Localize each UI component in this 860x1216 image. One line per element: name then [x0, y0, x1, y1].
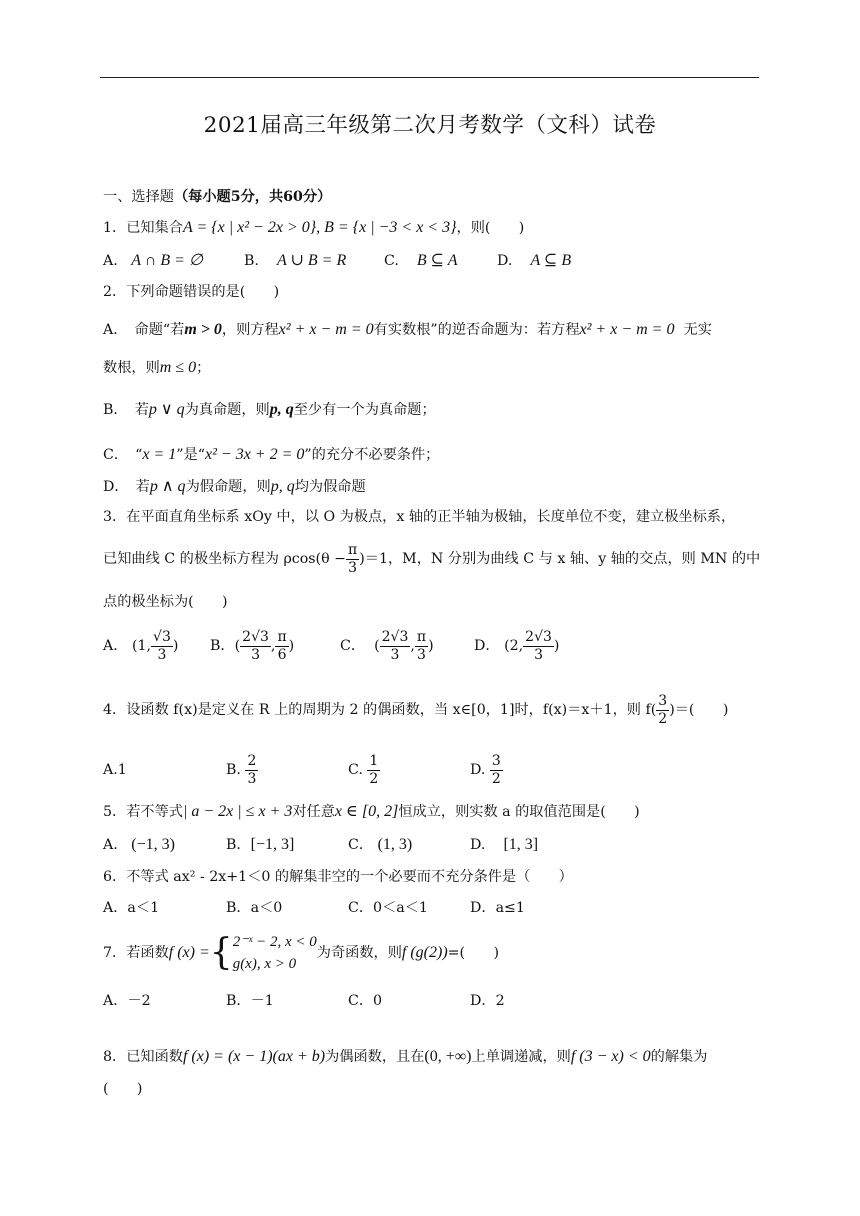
q2-c-text-3: ”的充分不必要条件； [304, 447, 440, 463]
q3-option-b-mid: , [270, 638, 276, 654]
q6-option-b[interactable]: B．a＜0 [226, 900, 283, 916]
q3-option-b-frac1 [240, 629, 271, 662]
q2-d-math-2: p, q [270, 478, 295, 495]
q1-option-c[interactable] [384, 251, 458, 271]
q2-a-text-2: ，则方程 [221, 322, 279, 338]
q2-option-b[interactable] [103, 400, 436, 420]
q4-option-c-label: C. [348, 762, 363, 778]
q1-option-b[interactable] [244, 251, 346, 271]
question-6: 6．不等式 ax² ‐ 2x+1＜0 的解集非空的一个必要而不充分条件是（ ） [103, 869, 573, 885]
q1-option-a-label: A. [103, 253, 118, 269]
q2-a-math-1: m > 0 [184, 321, 222, 338]
q2-b-math-2: p, q [269, 401, 294, 418]
q3-option-c-frac1 [380, 629, 411, 662]
question-1 [103, 218, 524, 238]
q4-option-d-num: 3 [491, 753, 501, 770]
q2-a-text-4: 无实 [683, 322, 712, 338]
q3-option-a-pre: (1, [131, 638, 152, 654]
q8-math-2: (0, +∞) [424, 1048, 472, 1065]
section-prefix: 一、选择题 [103, 189, 174, 205]
q3-option-c-den2: 3 [417, 646, 426, 663]
q4-option-b-den: 3 [247, 770, 257, 787]
q4-option-d-frac [490, 753, 503, 786]
q4-option-c-den: 2 [369, 770, 379, 787]
q5-option-d-label: D. [470, 837, 486, 853]
q7-cases [233, 931, 317, 975]
q2-d-text-3: 均为假命题 [294, 479, 366, 495]
q3-option-c-mid: , [410, 638, 415, 654]
q3-option-c-frac2 [415, 629, 428, 662]
q7-option-d[interactable]: D．2 [470, 993, 505, 1009]
q4-option-c-num: 1 [369, 753, 379, 770]
q7-tail: =( ) [447, 945, 499, 961]
q8-tail: 的解集为 [650, 1049, 708, 1065]
q2-a-text-5: 数根，则 [103, 360, 160, 376]
q3-option-d-den: 3 [534, 646, 543, 663]
q8-line-2: ( ) [103, 1081, 143, 1097]
header-rule [100, 77, 759, 78]
q3-option-c-pre: ( [374, 638, 380, 654]
q5-option-d-text: [1, 3] [503, 836, 539, 853]
q3-option-d-post: ) [553, 638, 560, 654]
q2-b-text-2: 为真命题，则 [184, 402, 270, 418]
q2-b-text-3: 至少有一个为真命题； [293, 402, 436, 418]
q5-stem: 5．若不等式 [103, 804, 183, 820]
q5-option-b-text: [−1, 3] [250, 836, 295, 853]
q3-option-b-label: B． [210, 638, 235, 654]
q3-text-2b: )＝1，M，N 分别为曲线 C 与 x 轴、y 轴的交点，则 MN 的中 [359, 551, 761, 567]
q8-math-1: f (x) = (x − 1)(ax + b) [182, 1048, 326, 1065]
q3-line-3: 点的极坐标为( ) [103, 594, 228, 610]
q3-option-a-frac [151, 629, 173, 662]
q4-option-d[interactable] [470, 750, 503, 790]
q3-option-d-frac [523, 629, 554, 662]
q8-math-3: f (3 − x) < 0 [570, 1048, 651, 1065]
q4-option-c[interactable] [348, 750, 380, 790]
q4-option-b[interactable] [226, 750, 258, 790]
q3-pi-over-3 [346, 542, 359, 575]
q3-option-c[interactable] [340, 626, 434, 666]
q2-b-math-1: p ∨ q [148, 401, 185, 418]
q2-c-text-2: ”是“ [176, 447, 205, 463]
q7-stem: 7．若函数 [103, 945, 169, 961]
q1-option-d-text: A ⊆ B [530, 252, 572, 269]
q4-option-c-frac [367, 753, 380, 786]
q1-math: A = {x | x² − 2x > 0}, B = {x | −3 < x < 3} [182, 219, 457, 236]
q6-option-c[interactable]: C．0＜a＜1 [348, 900, 428, 916]
q2-d-text-1: D． 若 [103, 479, 150, 495]
q5-option-a-label: A. [103, 837, 118, 853]
q3-line-1: 3．在平面直角坐标系 xOy 中，以 O 为极点，x 轴的正半轴为极轴，长度单位不变，建立极坐标系， [103, 509, 736, 525]
q3-option-a-post: ) [172, 638, 179, 654]
q3-option-b-pre: ( [234, 638, 241, 654]
q1-option-c-label: C. [384, 253, 399, 269]
q3-option-b-frac2 [275, 629, 288, 662]
q3-text-2a: 已知曲线 C 的极坐标方程为 ρcos(θ − [103, 551, 347, 567]
q7-math: f (g(2)) [401, 944, 448, 961]
q5-math-1: | a − 2x | ≤ x + 3 [182, 803, 293, 820]
q1-option-c-text: B ⊆ A [416, 252, 458, 269]
q3-option-b-den: 3 [251, 646, 260, 663]
question-5 [103, 802, 640, 822]
q2-option-c[interactable] [103, 445, 439, 465]
q3-option-a[interactable] [103, 626, 178, 666]
q5-option-a[interactable] [103, 835, 175, 855]
q1-option-d-label: D. [497, 253, 513, 269]
q7-fx: f (x) = [168, 944, 210, 961]
q3-frac-den: 3 [348, 559, 358, 576]
q2-a-text-6: ； [196, 360, 211, 376]
q4-option-b-label: B. [226, 762, 241, 778]
q2-a-math-3: x² + x − m = 0 [579, 321, 675, 338]
q5-option-c-text: (1, 3) [377, 836, 413, 853]
q7-brace: { [209, 932, 233, 973]
q3-line-2 [103, 542, 760, 576]
q2-c-text-1: C． “ [103, 447, 143, 463]
q3-option-c-post: ) [428, 638, 434, 654]
q5-option-b[interactable] [226, 835, 294, 855]
q7-case-1: 2⁻ˣ − 2, x < 0 [232, 934, 317, 950]
question-7 [103, 928, 499, 978]
q7-option-c[interactable]: C．0 [348, 993, 383, 1009]
q2-a-math-5: m ≤ 0 [159, 359, 197, 376]
q2-c-math-2: x² − 3x + 2 = 0 [205, 446, 305, 463]
q2-option-d[interactable] [103, 477, 366, 497]
q5-mid: 对任意 [292, 804, 335, 820]
exam-title: 2021届高三年级第二次月考数学（文科）试卷 [203, 113, 657, 138]
q1-tail: ，则( ) [456, 220, 525, 236]
q3-option-a-num: √3 [153, 629, 171, 646]
q6-option-a[interactable]: A．a＜1 [103, 900, 160, 916]
q3-option-a-den: 3 [157, 646, 167, 663]
q4-tail: )＝( ) [669, 702, 729, 718]
q8-mid: 为偶函数，且在 [325, 1049, 425, 1065]
q2-d-math-1: p ∧ q [149, 478, 186, 495]
q3-option-d[interactable] [474, 626, 559, 666]
q3-frac-num: π [348, 542, 358, 559]
q3-option-c-num2: π [416, 629, 427, 646]
q3-option-c-label: C． [340, 638, 366, 654]
q5-option-a-text: (−1, 3) [131, 836, 175, 853]
q4-frac-num: 3 [658, 693, 668, 710]
q4-stem: 4．设函数 f(x)是定义在 R 上的周期为 2 的偶函数，当 x∈[0，1]时，f(x)＝x＋1，则 f( [103, 702, 657, 718]
q3-option-a-label: A． [103, 638, 128, 654]
q5-math-2: x ∈ [0, 2] [334, 803, 399, 820]
q4-option-b-num: 2 [247, 753, 257, 770]
q1-option-b-label: B. [244, 253, 259, 269]
q6-option-d[interactable]: D．a≤1 [470, 900, 525, 916]
q8-stem: 8．已知函数 [103, 1049, 183, 1065]
q1-option-a[interactable] [103, 251, 203, 271]
q2-a-math-2: x² + x − m = 0 [278, 321, 374, 338]
q4-option-a[interactable]: A.1 [103, 762, 127, 778]
q3-option-d-pre: (2, [504, 638, 524, 654]
q4-frac-den: 2 [658, 710, 668, 727]
q3-option-b[interactable] [210, 626, 294, 666]
q3-option-d-num: 2√3 [525, 629, 552, 646]
q3-option-b-den2: 6 [277, 646, 287, 663]
q2-c-math-1: x = 1 [142, 446, 177, 463]
q5-option-d[interactable] [470, 835, 538, 855]
q5-option-c[interactable] [348, 835, 412, 855]
q2-option-a-line2 [103, 358, 210, 378]
q7-case-2: g(x), x > 0 [232, 956, 297, 972]
q1-option-b-text: A ∪ B = R [276, 252, 347, 269]
q7-option-a[interactable]: A．－2 [103, 993, 151, 1009]
q1-option-a-text: A ∩ B = ∅ [131, 252, 203, 269]
section-note: （每小题5分，共60分） [173, 189, 332, 205]
q3-option-c-den: 3 [390, 646, 400, 663]
q2-a-text-3: 有实数根”的逆否命题为：若方程 [373, 322, 580, 338]
q1-stem: 1．已知集合 [103, 220, 183, 236]
question-4 [103, 690, 728, 730]
question-8 [103, 1047, 707, 1067]
q2-option-a-line1[interactable] [103, 320, 712, 340]
q4-frac [656, 693, 669, 726]
q5-option-c-label: C． [348, 837, 374, 853]
q1-option-d[interactable] [497, 251, 571, 271]
q3-option-d-label: D． [474, 638, 500, 654]
q3-option-b-post: ) [288, 638, 295, 654]
q2-b-text-1: B． 若 [103, 402, 149, 418]
q4-option-b-frac [245, 753, 258, 786]
q2-d-text-2: 为假命题，则 [185, 479, 271, 495]
question-2: 2．下列命题错误的是( ) [103, 284, 280, 300]
q7-mid: 为奇函数，则 [316, 945, 402, 961]
q4-option-d-label: D. [470, 762, 486, 778]
q7-option-b[interactable]: B．－1 [226, 993, 274, 1009]
q3-option-b-num2: π [277, 629, 287, 646]
q2-a-text-1: A． 命题“若 [103, 322, 185, 338]
q4-option-d-den: 2 [491, 770, 501, 787]
q5-option-b-label: B． [226, 837, 251, 853]
q5-tail: 恒成立，则实数 a 的取值范围是( ) [398, 804, 640, 820]
q8-mid-2: 上单调递减，则 [471, 1049, 571, 1065]
q3-option-b-num: 2√3 [242, 629, 269, 646]
q3-option-c-num: 2√3 [381, 629, 409, 646]
section-header [103, 187, 331, 207]
